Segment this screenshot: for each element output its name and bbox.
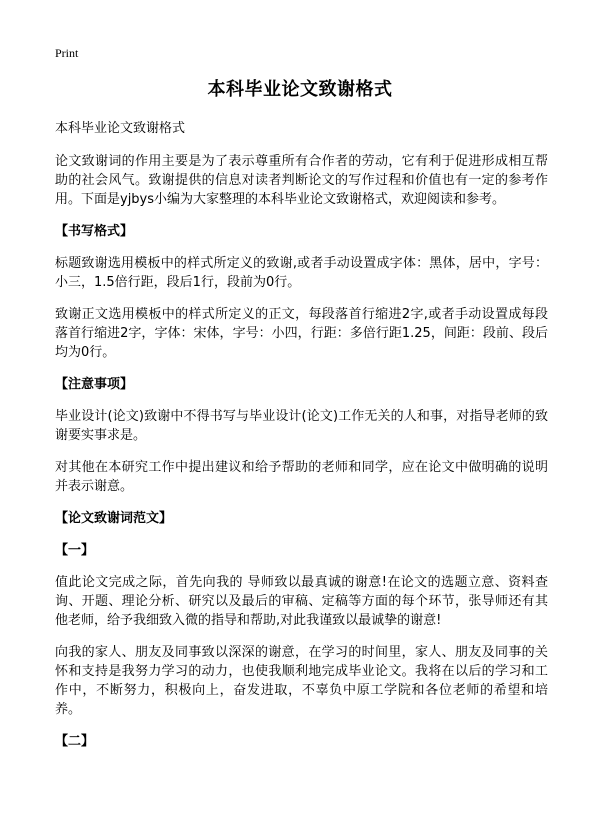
notes-paragraph-2: 对其他在本研究工作中提出建议和给予帮助的老师和同学，应在论文中做明确的说明并表示谢意。	[55, 460, 548, 494]
sample-1-heading: 【一】	[55, 543, 95, 558]
format-paragraph-2: 致谢正文选用模板中的样式所定义的正文，每段落首行缩进2字,或者手动设置成每段落首行缩进2字，字体：宋体，字号：小四，行距：多倍行距1.25，间距：段前、段后均为0行。	[55, 307, 548, 360]
notes-paragraph-1: 毕业设计(论文)致谢中不得书写与毕业设计(论文)工作无关的人和事，对指导老师的致谢要实事求是。	[55, 409, 548, 443]
format-heading: 【书写格式】	[55, 224, 134, 239]
sample-1-paragraph-2: 向我的家人、朋友及同事致以深深的谢意，在学习的时间里，家人、朋友及同事的关怀和支持是我努力学习的动力，也使我顺利地完成毕业论文。我将在以后的学习和工作中，不断努力，积极向上，奋发进取，不辜负中原工学院和各位老师的希望和培养。	[55, 645, 548, 717]
sample-1-paragraph-1: 值此论文完成之际，首先向我的 导师致以最真诚的谢意!在论文的选题立意、资料查询、开题、理论分析、研究以及最后的审稿、定稿等方面的每个环节，张导师还有其他老师，给予我细致入微的指导和帮助,对此我谨致以最诚挚的谢意!	[55, 575, 548, 628]
article-subtitle: 本科毕业论文致谢格式	[55, 121, 186, 136]
print-link[interactable]: Print	[55, 46, 79, 60]
sample-heading: 【论文致谢词范文】	[55, 511, 173, 526]
notes-heading: 【注意事项】	[55, 377, 134, 392]
article-body	[55, 119, 548, 751]
sample-2-heading: 【二】	[55, 734, 95, 749]
intro-paragraph: 论文致谢词的作用主要是为了表示尊重所有合作者的劳动，它有利于促进形成相互帮助的社会风气。致谢提供的信息对读者判断论文的写作过程和价值也有一定的参考作用。下面是yjbys小编为大家整理的本科毕业论文致谢格式，欢迎阅读和参考。	[55, 154, 548, 207]
page-title: 本科毕业论文致谢格式	[207, 79, 393, 100]
format-paragraph-1: 标题致谢选用模板中的样式所定义的致谢,或者手动设置成字体：黑体，居中，字号：小三，1.5倍行距，段后1行，段前为0行。	[55, 256, 548, 290]
